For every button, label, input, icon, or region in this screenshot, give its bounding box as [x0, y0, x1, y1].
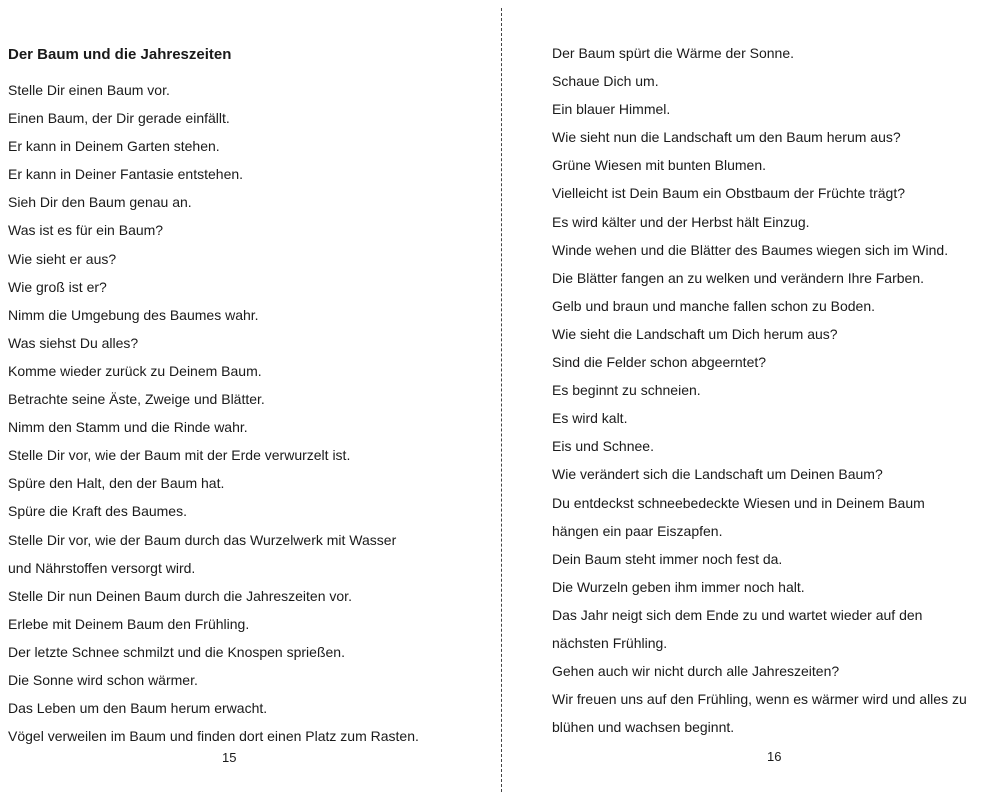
text-line: Sind die Felder schon abgeerntet?: [552, 354, 767, 371]
text-line: Das Leben um den Baum herum erwacht.: [8, 700, 268, 717]
text-line: Der Baum spürt die Wärme der Sonne.: [552, 45, 794, 61]
right-text-lines: [552, 43, 967, 745]
text-line: Stelle Dir vor, wie der Baum durch das Wurzelwerk mit Wasser: [8, 531, 397, 548]
page-number-right: 16: [767, 749, 782, 764]
text-line: Die Sonne wird schon wärmer.: [8, 671, 198, 688]
text-line: Eis und Schnee.: [552, 438, 654, 455]
text-line: Es wird kälter und der Herbst hält Einzug.: [552, 213, 810, 230]
text-line: Es beginnt zu schneien.: [552, 382, 701, 399]
text-line: Spüre die Kraft des Baumes.: [8, 503, 187, 520]
text-line: Was siehst Du alles?: [8, 334, 139, 351]
text-line: Gelb und braun und manche fallen schon zu Boden.: [552, 297, 876, 314]
text-line: Wie verändert sich die Landschaft um Deinen Baum?: [552, 466, 883, 483]
text-line: Dein Baum steht immer noch fest da.: [552, 550, 783, 567]
text-line: Er kann in Deiner Fantasie entstehen.: [8, 166, 244, 183]
text-line: Sieh Dir den Baum genau an.: [8, 194, 192, 211]
text-line: Wie sieht nun die Landschaft um den Baum herum aus?: [552, 129, 901, 146]
text-line: Nimm die Umgebung des Baumes wahr.: [8, 306, 259, 323]
text-line: Einen Baum, der Dir gerade einfällt.: [8, 110, 230, 127]
text-line: Wie sieht er aus?: [8, 250, 117, 267]
text-line: nächsten Frühling.: [552, 634, 668, 651]
text-line: Spüre den Halt, den der Baum hat.: [8, 475, 225, 492]
text-line: Der letzte Schnee schmilzt und die Knospen sprießen.: [8, 643, 345, 660]
right-page: [503, 0, 1000, 800]
text-line: Ein blauer Himmel.: [552, 101, 671, 118]
text-line: Wir freuen uns auf den Frühling, wenn es wärmer wird und alles zu: [552, 691, 967, 708]
text-line: Was ist es für ein Baum?: [8, 222, 164, 239]
text-line: Stelle Dir nun Deinen Baum durch die Jahreszeiten vor.: [8, 587, 352, 604]
text-line: Vielleicht ist Dein Baum ein Obstbaum der Früchte trägt?: [552, 185, 906, 202]
text-line: Die Wurzeln geben ihm immer noch halt.: [552, 578, 805, 595]
text-line: Er kann in Deinem Garten stehen.: [8, 138, 220, 155]
text-line: Vögel verweilen im Baum und finden dort einen Platz zum Rasten.: [8, 728, 419, 745]
text-line: Winde wehen und die Blätter des Baumes wiegen sich im Wind.: [552, 241, 949, 258]
text-line: Die Blätter fangen an zu welken und verändern Ihre Farben.: [552, 269, 925, 286]
text-line: Betrachte seine Äste, Zweige und Blätter.: [8, 391, 265, 408]
text-line: und Nährstoffen versorgt wird.: [8, 559, 196, 576]
text-line: Das Jahr neigt sich dem Ende zu und wartet wieder auf den: [552, 606, 923, 623]
left-text-lines: [8, 80, 419, 754]
text-line: hängen ein paar Eiszapfen.: [552, 522, 723, 539]
text-line: Wie groß ist er?: [8, 278, 107, 295]
text-line: Du entdeckst schneebedeckte Wiesen und in Deinem Baum: [552, 494, 925, 511]
text-line: Schaue Dich um.: [552, 73, 659, 90]
text-line: Es wird kalt.: [552, 410, 628, 427]
text-line: Gehen auch wir nicht durch alle Jahreszeiten?: [552, 663, 840, 680]
text-line: Stelle Dir einen Baum vor.: [8, 82, 170, 98]
text-line: Stelle Dir vor, wie der Baum mit der Erde verwurzelt ist.: [8, 447, 351, 464]
page-title: Der Baum und die Jahreszeiten: [8, 46, 232, 63]
text-line: Nimm den Stamm und die Rinde wahr.: [8, 419, 248, 436]
page-number-left: 15: [222, 750, 237, 765]
page-divider: [501, 8, 502, 792]
text-line: blühen und wachsen beginnt.: [552, 719, 735, 736]
text-line: Wie sieht die Landschaft um Dich herum aus?: [552, 325, 838, 342]
text-line: Grüne Wiesen mit bunten Blumen.: [552, 157, 766, 174]
text-line: Erlebe mit Deinem Baum den Frühling.: [8, 615, 250, 632]
text-line: Komme wieder zurück zu Deinem Baum.: [8, 362, 262, 379]
